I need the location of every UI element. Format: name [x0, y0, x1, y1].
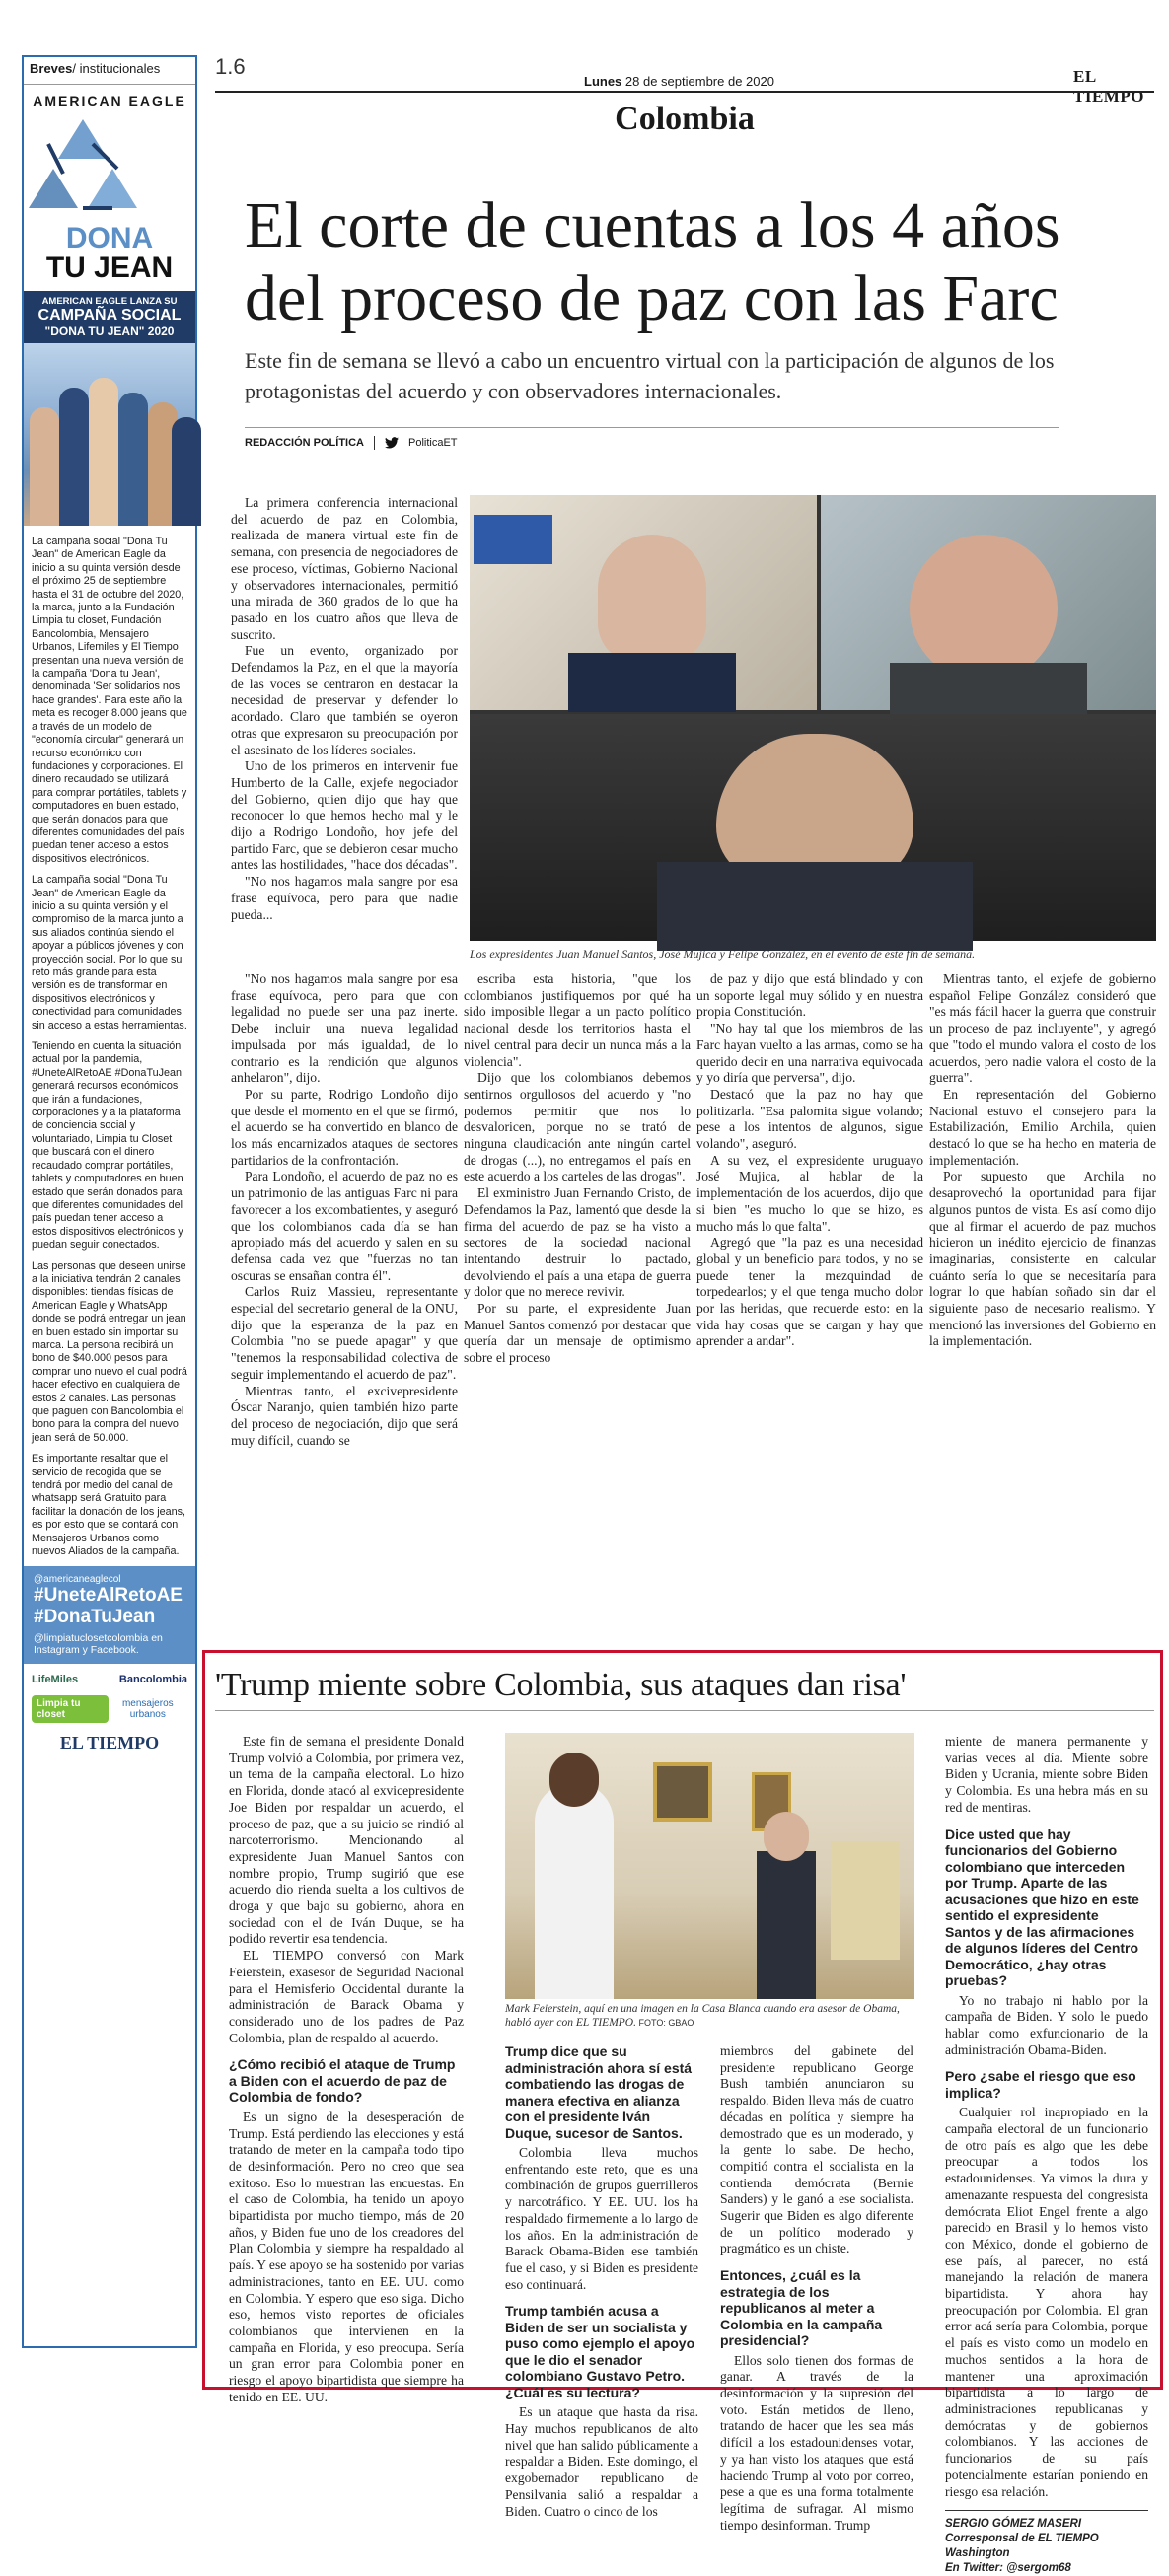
byline-author: REDACCIÓN POLÍTICA — [245, 437, 364, 449]
mensajeros-logo: mensajeros urbanos — [121, 1698, 174, 1721]
video-conference-photo — [470, 495, 1156, 941]
article-paragraph: "No nos hagamos mala sangre por esa frase equívoca, pero para que nadie pueda... — [231, 874, 458, 922]
interview-photo-caption — [505, 2002, 914, 2030]
article-paragraph: En representación del Gobierno Nacional estuvo el consejero para la Estabilización, Emilio Archila, quien destacó lo que se ha hecho en materia de implementación. — [929, 1086, 1156, 1168]
signature — [945, 2510, 1148, 2576]
caption-credit: FOTO: GBAO — [635, 2018, 694, 2028]
byline-twitter: PoliticaET — [408, 437, 458, 449]
article-paragraph: "No hay tal que los miembros de las Farc hayan vuelto a las armas, como se ha querido decir en una narrativa equivocada y yo diría que perversa", dijo. — [696, 1021, 923, 1086]
social-handle: @americaneaglecol — [34, 1574, 121, 1586]
article-paragraph: A su vez, el expresidente uruguayo José Mujica, al hablar de la implementación de los acuerdos, dijo que si bien "es mucho lo que se hizo, es mucho más lo que falta". — [696, 1152, 923, 1234]
sidebar-paragraph: La campaña social "Dona Tu Jean" de American Eagle da inicio a su quinta versión desde el próximo 25 de septiembre hasta el 31 de octubre del 2020, la marca, junto a la Fundación Limpia tu closet, Fundación Bancolombia, Mensajero Urbanos, Lifemiles y El Tiempo presentan una nueva versión de la campaña 'Dona tu Jean', denominada 'Ser solidarios nos hace grandes'. Para este año la meta es recoger 8.000 jeans que a través de un modelo de "economía circular" generará un recurso económico con fundaciones y corporaciones. El dinero recaudado se utilizará para comprar portátiles, tablets y computadores en buen estado, que serán donados para que diferentes comunidades del país puedan tener acceso a estos dispositivos electrónicos. — [32, 536, 187, 865]
campaign-line-3: "DONA TU JEAN" 2020 — [44, 324, 175, 338]
interview-question: Pero ¿sabe el riesgo que eso implica? — [945, 2068, 1136, 2101]
interview-answer: miente de manera permanente y varias veces al día. Miente sobre Biden y Ucrania, miente sobre Biden y Colombia. Es una hebra más en su red de mentiras. — [945, 1734, 1148, 1815]
interview-question: Trump también acusa a Biden de ser un socialista y puso como ejemplo el apoyo que le dio el senador colombiano Gustavo Petro. ¿Cuál es su lectura? — [505, 2303, 695, 2400]
article-column-2 — [231, 971, 458, 1622]
article-paragraph: Por su parte, Rodrigo Londoño dijo que desde el momento en el que se firmó, el acuerdo se ha convertido en blanco de los más encarnizados ataques de sectores partidarios de la confrontación. — [231, 1086, 458, 1168]
interview-question: Trump dice que su administración ahora sí está combatiendo las drogas de manera efectiva en alianza con el presidente Iván Duque, sucesor de Santos. — [505, 2043, 693, 2141]
article-paragraph: La primera conferencia internacional del acuerdo de paz en Colombia, realizada de manera virtual este fin de semana, con presencia de negociadores de ese proceso, víctimas, Gobierno Nacional y observadores internacionales, permitió una mirada de 360 grados de lo que ha pasado en los cuatro años que lleva de suscrito. — [231, 495, 458, 642]
interview-question: ¿Cómo recibió el ataque de Trump a Biden con el acuerdo de paz de Colombia de fondo? — [229, 2056, 456, 2106]
dona-heading: DONA — [65, 222, 154, 254]
sidebar-ad — [22, 55, 197, 2348]
interview-column-4 — [945, 1734, 1148, 2575]
interview-answer: Ellos solo tienen dos formas de ganar. A través de la desinformación y la supresión del voto. Están metidos de lleno, tratando de hacer que les sea más difícil a los estadounidenses votar, y ya han visto los ataques que está haciendo Trump al voto por correo, pese a que es una forma totalmente legítima de sufragar. Al mismo tiempo desinforman. Trump — [720, 2352, 913, 2533]
campaign-line-2: CAMPAÑA SOCIAL — [37, 307, 182, 323]
interview-answer: Cualquier rol inapropiado en la campaña electoral de un funcionario de otro país es algo que les debe preocupar a todos los estadounidenses. Ya vimos la dura y amenazante respuesta del congresista demócrata Eliot Engel frente a algo parecido en Brasil y lo hemos visto con México, donde el gobierno de ese país, al parecer, no está manejando la relación de manera bipartidista. Y ahora hay preocupación por Colombia. El gran error acá sería para Colombia, porque el país es visto como un modelo en muchos sentidos a la hora de mantener una aproximación bipartidista a lo largo de administraciones republicanas y demócratas y de gobiernos colombianos. Y las acciones de funcionarios de su país potencialmente estarían poniendo en riesgo esa relación. — [945, 2105, 1148, 2499]
interview-answer: Yo no trabajo ni hablo por la campaña de Biden. Y solo le puedo hablar como exfuncionario de la administración Obama-Biden. — [945, 1992, 1148, 2057]
photo-mujica — [821, 495, 1156, 710]
hashtag-1: #UneteAlRetoAE — [34, 1585, 183, 1607]
eltiempo-logo: EL TIEMPO — [59, 1733, 160, 1753]
article-paragraph: Destacó que la paz no hay que politizarla. "Esa palomita sigue volando; pese a los intentos de algunos, sigue volando", aseguró. — [696, 1086, 923, 1152]
article-paragraph: Mientras tanto, el exjefe de gobierno español Felipe González consideró que "es más fácil hacer la guerra que construir un proceso de paz incluyente", y agregó que "todo el mundo valora el costo de los acuerdos, pero nadie valora el costo de la guerra". — [929, 971, 1156, 1086]
masthead: EL TIEMPO — [1073, 67, 1144, 106]
article-column-3 — [464, 971, 691, 1622]
social-box — [24, 1566, 195, 1664]
page-number: 1.6 — [215, 54, 246, 79]
interview-answer: Es un signo de la desesperación de Trump. Está perdiendo las elecciones y está tratando de meter en la campaña todo tipo de desinformación. Pero no creo que sea exitoso. Eso lo muestran las encuestas. En el caso de Colombia, ha tenido un apoyo bipartidista por mucho tiempo, más de 20 años, y Biden fue uno de los creadores del Plan Colombia y siempre ha respaldado al país. Y ese apoyo se ha sostenido por varias administraciones, tanto en EE. UU. como en Colombia. Y espero que eso siga. Dicho eso, hemos visto reportes de oficiales colombianos que intervienen en la campaña en Florida, y eso preocupa. Sería un gran error para Colombia poner en riesgo el apoyo bipartidista que siempre ha tenido en EE. UU. — [229, 2109, 464, 2404]
photo-santos — [470, 495, 817, 710]
bancolombia-logo: Bancolombia — [118, 1674, 187, 1686]
date-line — [584, 74, 774, 89]
photo-gonzalez — [470, 714, 1156, 941]
campaign-banner — [24, 291, 195, 343]
headline: El corte de cuentas a los 4 años del proceso de paz con las Farc — [245, 189, 1060, 334]
sidebar-paragraph: La campaña social "Dona Tu Jean" de American Eagle da inicio a su quinta versión y el compromiso de la marca junto a sus aliados continúa siendo el apoyar a públicos jóvenes y con proyección social. Por lo que su reto más grande para esta versión es de transformar en dispositivos electrónicos y conectividad para comunidades sin acceso a estas herramientas. — [32, 874, 187, 1032]
date-day: Lunes — [584, 74, 622, 89]
interview-answer: Colombia lleva muchos enfrentando este reto, que es una combinación de grupos guerrilleros y narcotráfico. Y EE. UU. los ha respaldado firmemente a lo largo de los años. En la administración de Barack Obama-Biden ese también fue el caso, y si Biden es presidente eso continuará. — [505, 2145, 698, 2292]
limpia-closet-logo: Limpia tu closet — [32, 1695, 109, 1723]
interview-rule — [215, 1710, 1154, 1711]
article-paragraph: El exministro Juan Fernando Cristo, de Defendamos la Paz, lamentó que desde la firma del acuerdo de paz se ha visto a sectores de la sociedad nacional intentando destruir lo pactado, devolviendo el país a una etapa de guerra y dolor que no merece revivir. — [464, 1185, 691, 1300]
interview-title: 'Trump miente sobre Colombia, sus ataques dan risa' — [215, 1667, 907, 1703]
article-paragraph: Carlos Ruiz Massieu, representante especial del secretario general de la ONU, dijo que la esperanza de la paz en Colombia "no se puede apagar" y que "tenemos la responsabilidad colectiva de seguir implementando el acuerdo de paz". — [231, 1284, 458, 1382]
interview-question: Dice usted que hay funcionarios del Gobierno colombiano que interceden por Trump. Aparte de las acusaciones que hizo en este sentido el expresidente Santos y de las afirmaciones de algunos líderes del Centro Democrático, ¿hay otras pruebas? — [945, 1825, 1139, 1989]
author-city: Washington — [945, 2547, 1010, 2560]
caption-text: Mark Feierstein, aquí en una imagen en la Casa Blanca cuando era asesor de Obama, habló ayer con EL TIEMPO. — [505, 2003, 900, 2029]
article-paragraph: Dijo que los colombianos debemos sentirnos orgullosos del acuerdo y "no podemos permitir que nos lo desvaloricen, porque no se trató de ninguna claudicación ante ningún cartel de drogas (...), no entregamos el país en este acuerdo a los carteles de las drogas". — [464, 1070, 691, 1184]
sidebar-paragraph: Teniendo en cuenta la situación actual por la pandemia, #UneteAlRetoAE #DonaTuJean generará recursos económicos que irán a fundaciones, corporaciones y a la plataforma de conciencia social y voluntariado, Limpia tu Closet que buscará con el dinero recaudado comprar portátiles, tablets y computadores en buen estado que serán donados para que diferentes comunidades del país puedan tener acceso a estos dispositivos electrónicos y puedan seguir conectados. — [32, 1040, 183, 1252]
author-name: SERGIO GÓMEZ MASERI — [945, 2518, 1082, 2531]
article-paragraph: escriba esta historia, "que los colombianos justifiquemos por qué ha sido imposible llegar a un pacto político nacional desde los territorios hasta el nivel central para decir un nunca más a la violencia". — [464, 971, 691, 1069]
interview-column-1 — [229, 1734, 464, 2404]
article-paragraph: Por su parte, el expresidente Juan Manuel Santos comenzó por destacar que quería dar un mensaje de optimismo sobre el proceso — [464, 1301, 691, 1366]
sidebar-paragraph: Es importante resaltar que el servicio de recogida que se tendrá por medio del canal de whatsapp será Gratuito para facilitar la donación de los jeans, es por esto que se contará con Mensajeros Urbanos como nuevos Aliados de la campaña. — [32, 1453, 186, 1558]
interview-paragraph: EL TIEMPO conversó con Mark Feierstein, exasesor de Seguridad Nacional para el Hemisferio Occidental durante la administración de Barack Obama y considerado uno de los padres de Paz Colombia, plan de respaldo al acuerdo. — [229, 1948, 464, 2045]
campaign-photo — [24, 343, 195, 526]
author-role: Corresponsal de EL TIEMPO — [945, 2533, 1099, 2545]
photo-caption: Los expresidentes Juan Manuel Santos, José Mujica y Felipe González, en el evento de este fin de semana. — [470, 947, 976, 961]
interview-answer: miembros del gabinete del presidente republicano George Bush también anunciaron su respaldo. Biden lleva más de cuatro décadas en política y siempre ha demostrado que es un moderado, y la gente lo sabe. De hecho, compitió contra el socialista en la contienda demócrata (Bernie Sanders) y le ganó a ese socialista. Sugerir que Biden es algo diferente de un político moderado y pragmático es un chiste. — [720, 2043, 913, 2256]
article-paragraph: Por supuesto que Archila no desaprovechó la oportunidad para fijar algunos puntos de vista. Es así como dijo que al firmar el acuerdo de paz muchos hicieron un inédito ejercicio de finanzas imaginarias, consistente en calcular cuánto sería lo que se necesitaría para lograr lo que habían soñado sin dar el siguiente paso de necesario realismo. Y mencionó las inversiones del Gobierno en la implementación. — [929, 1169, 1156, 1349]
interview-question: Entonces, ¿cuál es la estrategia de los republicanos al meter a Colombia en la campaña presidencial? — [720, 2267, 883, 2349]
article-column-4 — [696, 971, 923, 1622]
article-column-5 — [929, 971, 1156, 1622]
header-rule — [215, 91, 1154, 93]
article-paragraph: Para Londoño, el acuerdo de paz no es un patrimonio de las antiguas Farc ni para favorecer a los excombatientes, y aseguró que los colombianos cada día se han apropiado más del acuerdo y salen en su defensa cada vez que "fuerzas no tan oscuras se ensañan contra él". — [231, 1169, 458, 1283]
article-paragraph: "No nos hagamos mala sangre por esa frase equívoca, pero para que con legalidad no puede ser una paz inerte. Debe incluir una nueva legalidad impulsada por más igualdad, de lo contrario es la rendición que algunos anhelaron", dijo. — [231, 971, 458, 1086]
interview-paragraph: Este fin de semana el presidente Donald Trump volvió a Colombia, por primera vez, un tema de la campaña electoral. Lo hizo en Florida, donde atacó al exvicepresidente Joe Biden por respaldar un acuerdo, el proceso de paz, que a su juicio se rindió al narcoterrorismo. Mencionando al expresidente Juan Manuel Santos con nombre propio, Trump sugirió que ese acuerdo dio rienda suelta a los cultivos de droga y que bajo su gobierno, ahora en sociedad con el de Iván Duque, se ha podido revertir esa tendencia. — [229, 1734, 464, 1947]
sidebar-section-sub: / institucionales — [72, 61, 161, 76]
white-house-photo — [505, 1733, 914, 1999]
subheadline: Este fin de semana se llevó a cabo un encuentro virtual con la participación de algunos de los protagonistas del acuerdo y con observadores internacionales. — [245, 348, 1055, 403]
hashtag-2: #DonaTuJean — [34, 1607, 156, 1628]
interview-column-3 — [720, 2043, 913, 2533]
tujean-heading: TU JEAN — [45, 251, 174, 284]
interview-answer: Es un ataque que hasta da risa. Hay muchos republicanos de alto nivel que han salido públicamente a respaldar a Biden. Este domingo, el exgobernador republicano de Pensilvania salió a respaldar a Biden. Cuatro o cinco de los — [505, 2404, 698, 2519]
article-paragraph: Mientras tanto, el excivepresidente Óscar Naranjo, quien también hizo parte del proceso de negociación, dijo que será muy difícil, cuando se — [231, 1383, 458, 1448]
brand-name: AMERICAN EAGLE — [33, 93, 186, 108]
byline — [245, 427, 1059, 450]
article-paragraph: Uno de los primeros en intervenir fue Humberto de la Calle, exjefe negociador del Gobierno, quien dijo que hay que reconocer lo que hemos hecho mal y le dijo a Rodrigo Londoño, hoy jefe del partido Farc, que se debieron cesar mucho antes las hostilidades, "hace dos décadas". — [231, 758, 458, 873]
sidebar-section-label — [24, 57, 195, 85]
article-paragraph: Agregó que "la paz es una necesidad global y un beneficio para todos, y no se puede tener la mezquindad de torpedearlos; y el que tenga mucho dolor por las heridas, que recuerde esto: en la vida hay cosas que se cargan y hay que aprender a andar". — [696, 1235, 923, 1349]
date-rest: 28 de septiembre de 2020 — [621, 74, 774, 89]
social-note: @limpiatuclosetcolombia en Instagram y Facebook. — [34, 1632, 163, 1657]
sidebar-section-name: Breves — [30, 61, 73, 76]
article-body — [231, 971, 1156, 1622]
sidebar-body — [24, 536, 195, 1558]
campaign-line-1: AMERICAN EAGLE LANZA SU — [41, 296, 178, 307]
twitter-icon — [385, 437, 399, 449]
article-column-1 — [231, 495, 458, 941]
section-title: Colombia — [615, 101, 755, 137]
author-twitter: En Twitter: @sergom68 — [945, 2562, 1071, 2575]
article-paragraph: Fue un evento, organizado por Defendamos la Paz, en el que la mayoría de las voces se centraron en destacar la necesidad de preservar y defender lo acordado. Claro que también se oyeron otras que expresaron su preocupación por el asesinato de los líderes sociales. — [231, 643, 458, 757]
article-paragraph: de paz y dijo que está blindado y con un soporte legal muy sólido y en nuestra propia Constitución. — [696, 971, 923, 1020]
interview-column-2 — [505, 2043, 698, 2519]
sidebar-paragraph: Las personas que deseen unirse a la iniciativa tendrán 2 canales disponibles: tiendas físicas de American Eagle y WhatsApp donde se podrá entregar un jean en buen estado sin importar su marca. La persona recibirá un bono de $40.000 pesos para comprar uno nuevo el cual podrá hacer efectivo en cualquiera de estos 2 canales. Las personas que paguen con Bancolombia el bono para la compra del nuevo jean será de 50.000. — [32, 1259, 187, 1444]
recycle-jeans-icon — [24, 114, 142, 213]
sponsor-logos — [24, 1664, 195, 1763]
lifemiles-logo: LifeMiles — [32, 1674, 79, 1686]
byline-separator — [374, 436, 375, 450]
